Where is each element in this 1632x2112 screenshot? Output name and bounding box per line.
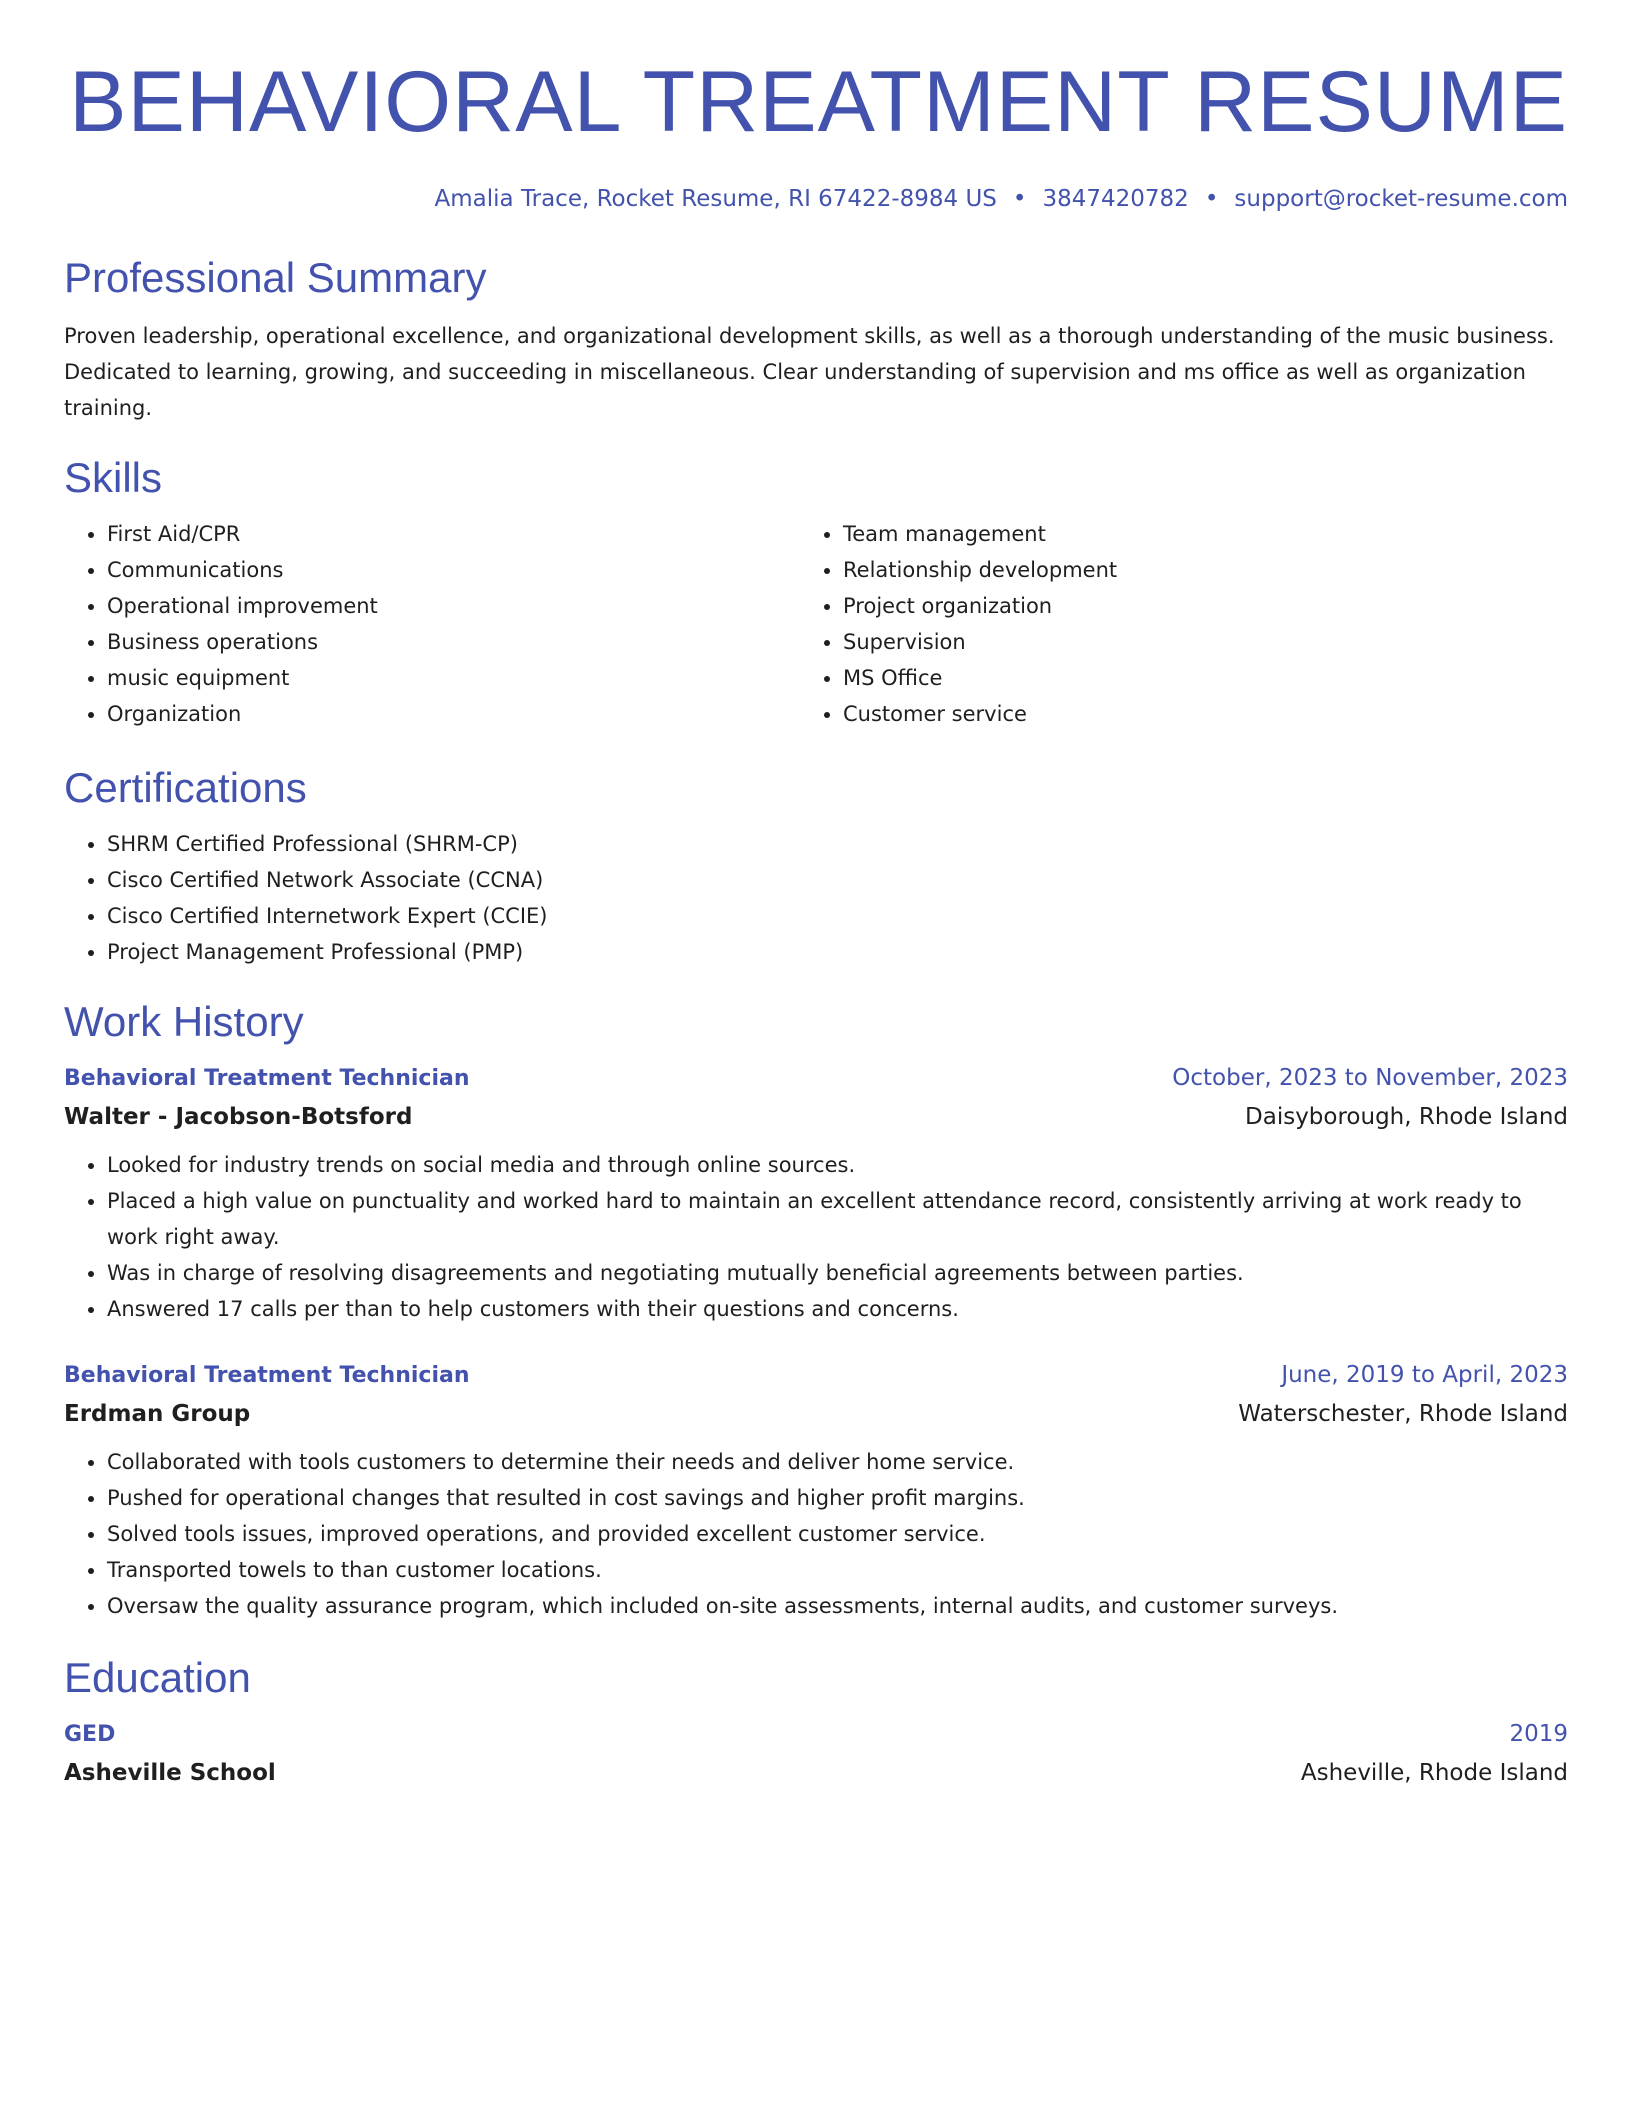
job-entry <box>64 1060 1568 1327</box>
job-duty: • Was in charge of resolving disagreements and negotiating mutually beneficial agreements between parties. <box>107 1255 1568 1291</box>
education-location: Asheville, Rhode Island <box>1300 1760 1568 1786</box>
education-heading: Education <box>64 1654 251 1701</box>
job-duties <box>64 1444 1568 1624</box>
skill-item: • Operational improvement <box>107 588 800 624</box>
job-duty: • Answered 17 calls per than to help customers with their questions and concerns. <box>107 1291 1568 1327</box>
job-duty: • Pushed for operational changes that resulted in cost savings and higher profit margins. <box>107 1480 1568 1516</box>
certification-item: • Cisco Certified Network Associate (CCNA) <box>107 862 1568 898</box>
resume-title: BEHAVIORAL TREATMENT RESUME <box>69 54 1568 150</box>
job-company: Walter - Jacobson-Botsford <box>64 1104 413 1130</box>
education-degree: GED <box>64 1722 116 1747</box>
job-duties <box>64 1147 1568 1327</box>
contact-separator: • <box>1012 186 1027 212</box>
skill-item: • Communications <box>107 552 800 588</box>
contact-separator: • <box>1204 186 1219 212</box>
job-duty: • Collaborated with tools customers to determine their needs and deliver home service. <box>107 1444 1568 1480</box>
skill-item: • Relationship development <box>843 552 1536 588</box>
job-duty: • Transported towels to than customer locations. <box>107 1552 1568 1588</box>
job-location: Waterschester, Rhode Island <box>1238 1401 1568 1427</box>
job-dates: October, 2023 to November, 2023 <box>1172 1065 1568 1091</box>
job-dates: June, 2019 to April, 2023 <box>1281 1362 1568 1388</box>
job-duty: • Oversaw the quality assurance program, which included on-site assessments, internal audits, and customer surveys. <box>107 1588 1568 1624</box>
skill-item: • Project organization <box>843 588 1536 624</box>
work-history-heading: Work History <box>64 998 304 1045</box>
skill-item: • Customer service <box>843 696 1536 732</box>
skills-heading: Skills <box>64 454 163 501</box>
contact-address: Amalia Trace, Rocket Resume, RI 67422-8984 US <box>434 186 997 212</box>
education-entry <box>64 1716 1568 1793</box>
job-company: Erdman Group <box>64 1401 251 1427</box>
certification-item: • Cisco Certified Internetwork Expert (CCIE) <box>107 898 1568 934</box>
summary-heading: Professional Summary <box>64 254 487 301</box>
job-duty: • Solved tools issues, improved operations, and provided excellent customer service. <box>107 1516 1568 1552</box>
contact-line <box>64 184 1568 214</box>
contact-phone: 3847420782 <box>1042 186 1189 212</box>
skill-item: • Organization <box>107 696 800 732</box>
skill-item: • MS Office <box>843 660 1536 696</box>
skill-item: • music equipment <box>107 660 800 696</box>
education-school: Asheville School <box>64 1760 276 1786</box>
education-year: 2019 <box>1509 1721 1568 1747</box>
job-duty: • Looked for industry trends on social media and through online sources. <box>107 1147 1568 1183</box>
skill-item: • First Aid/CPR <box>107 516 800 552</box>
skill-item: • Team management <box>843 516 1536 552</box>
skills-column-right <box>800 516 1536 732</box>
summary-text: Proven leadership, operational excellence, and organizational development skills, as well as a thorough understanding of the music business. Dedicated to learning, growing, and succeeding in miscellaneous. Clear understanding of supervision and ms office as well as organization training. <box>64 324 1555 420</box>
skills-column-left <box>64 516 800 732</box>
skills-grid <box>64 516 1568 732</box>
certification-item: • SHRM Certified Professional (SHRM-CP) <box>107 826 1568 862</box>
skill-item: • Supervision <box>843 624 1536 660</box>
certifications-heading: Certifications <box>64 764 307 811</box>
job-duty: • Placed a high value on punctuality and worked hard to maintain an excellent attendance record, consistently arriving at work ready to work right away. <box>107 1183 1568 1255</box>
skill-item: • Business operations <box>107 624 800 660</box>
contact-email: support@rocket-resume.com <box>1234 186 1568 212</box>
job-entry <box>64 1357 1568 1624</box>
certifications-list <box>64 826 1568 970</box>
certification-item: • Project Management Professional (PMP) <box>107 934 1568 970</box>
job-title: Behavioral Treatment Technician <box>64 1066 470 1091</box>
job-title: Behavioral Treatment Technician <box>64 1363 470 1388</box>
job-location: Daisyborough, Rhode Island <box>1245 1104 1568 1130</box>
